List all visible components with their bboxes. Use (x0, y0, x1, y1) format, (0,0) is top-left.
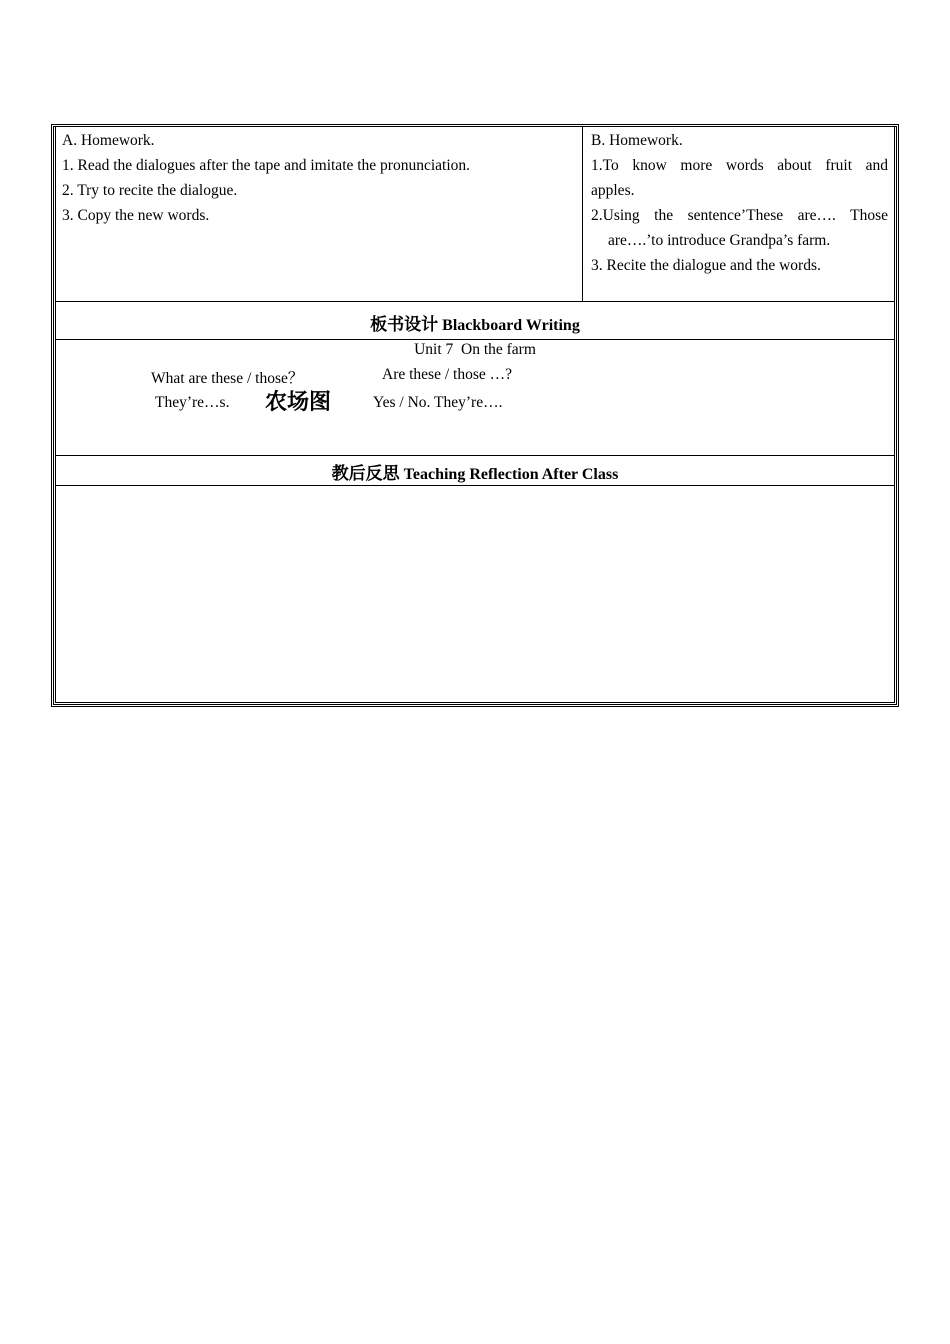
blackboard-unit-title: Unit 7 On the farm (414, 341, 536, 358)
blackboard-picture-label: 农场图 (265, 390, 332, 415)
homework-b-cell (583, 127, 894, 301)
homework-b-line: apples. (591, 182, 635, 199)
blackboard-heading (56, 310, 894, 335)
homework-b-line: 1.To know more words about fruit and (591, 157, 888, 174)
reflection-heading (56, 459, 894, 484)
reflection-heading-cn: 教后反思 (331, 464, 400, 484)
blackboard-heading-cn: 板书设计 (370, 315, 439, 335)
homework-a-heading: A. Homework. (62, 132, 155, 149)
homework-a-cell (56, 127, 583, 301)
homework-b-line: 3. Recite the dialogue and the words. (591, 257, 821, 274)
blackboard-heading-en: Blackboard Writing (442, 317, 580, 334)
blackboard-answer-2: Yes / No. They’re…. (373, 394, 503, 411)
homework-b-line: are….’to introduce Grandpa’s farm. (608, 232, 831, 249)
homework-a-item: 1. Read the dialogues after the tape and imitate the pronunciation. (62, 157, 471, 174)
homework-b-line: 2.Using the sentence’These are…. Those (591, 207, 888, 224)
blackboard-heading-row (56, 302, 894, 340)
table-inner-frame (55, 127, 895, 703)
reflection-heading-en: Teaching Reflection After Class (403, 466, 619, 483)
blackboard-answer-1: They’re…s. (155, 394, 230, 411)
homework-a-item: 3. Copy the new words. (62, 207, 210, 224)
homework-b-heading: B. Homework. (591, 132, 683, 149)
homework-a-item: 2. Try to recite the dialogue. (62, 182, 238, 199)
blackboard-question-1: What are these / those？ (151, 370, 304, 387)
lesson-plan-table (51, 124, 899, 707)
reflection-content-area[interactable] (56, 486, 894, 702)
blackboard-question-2: Are these / those …? (382, 366, 512, 383)
reflection-heading-row (56, 456, 894, 486)
blackboard-content-row (56, 340, 894, 456)
homework-row (56, 127, 894, 302)
